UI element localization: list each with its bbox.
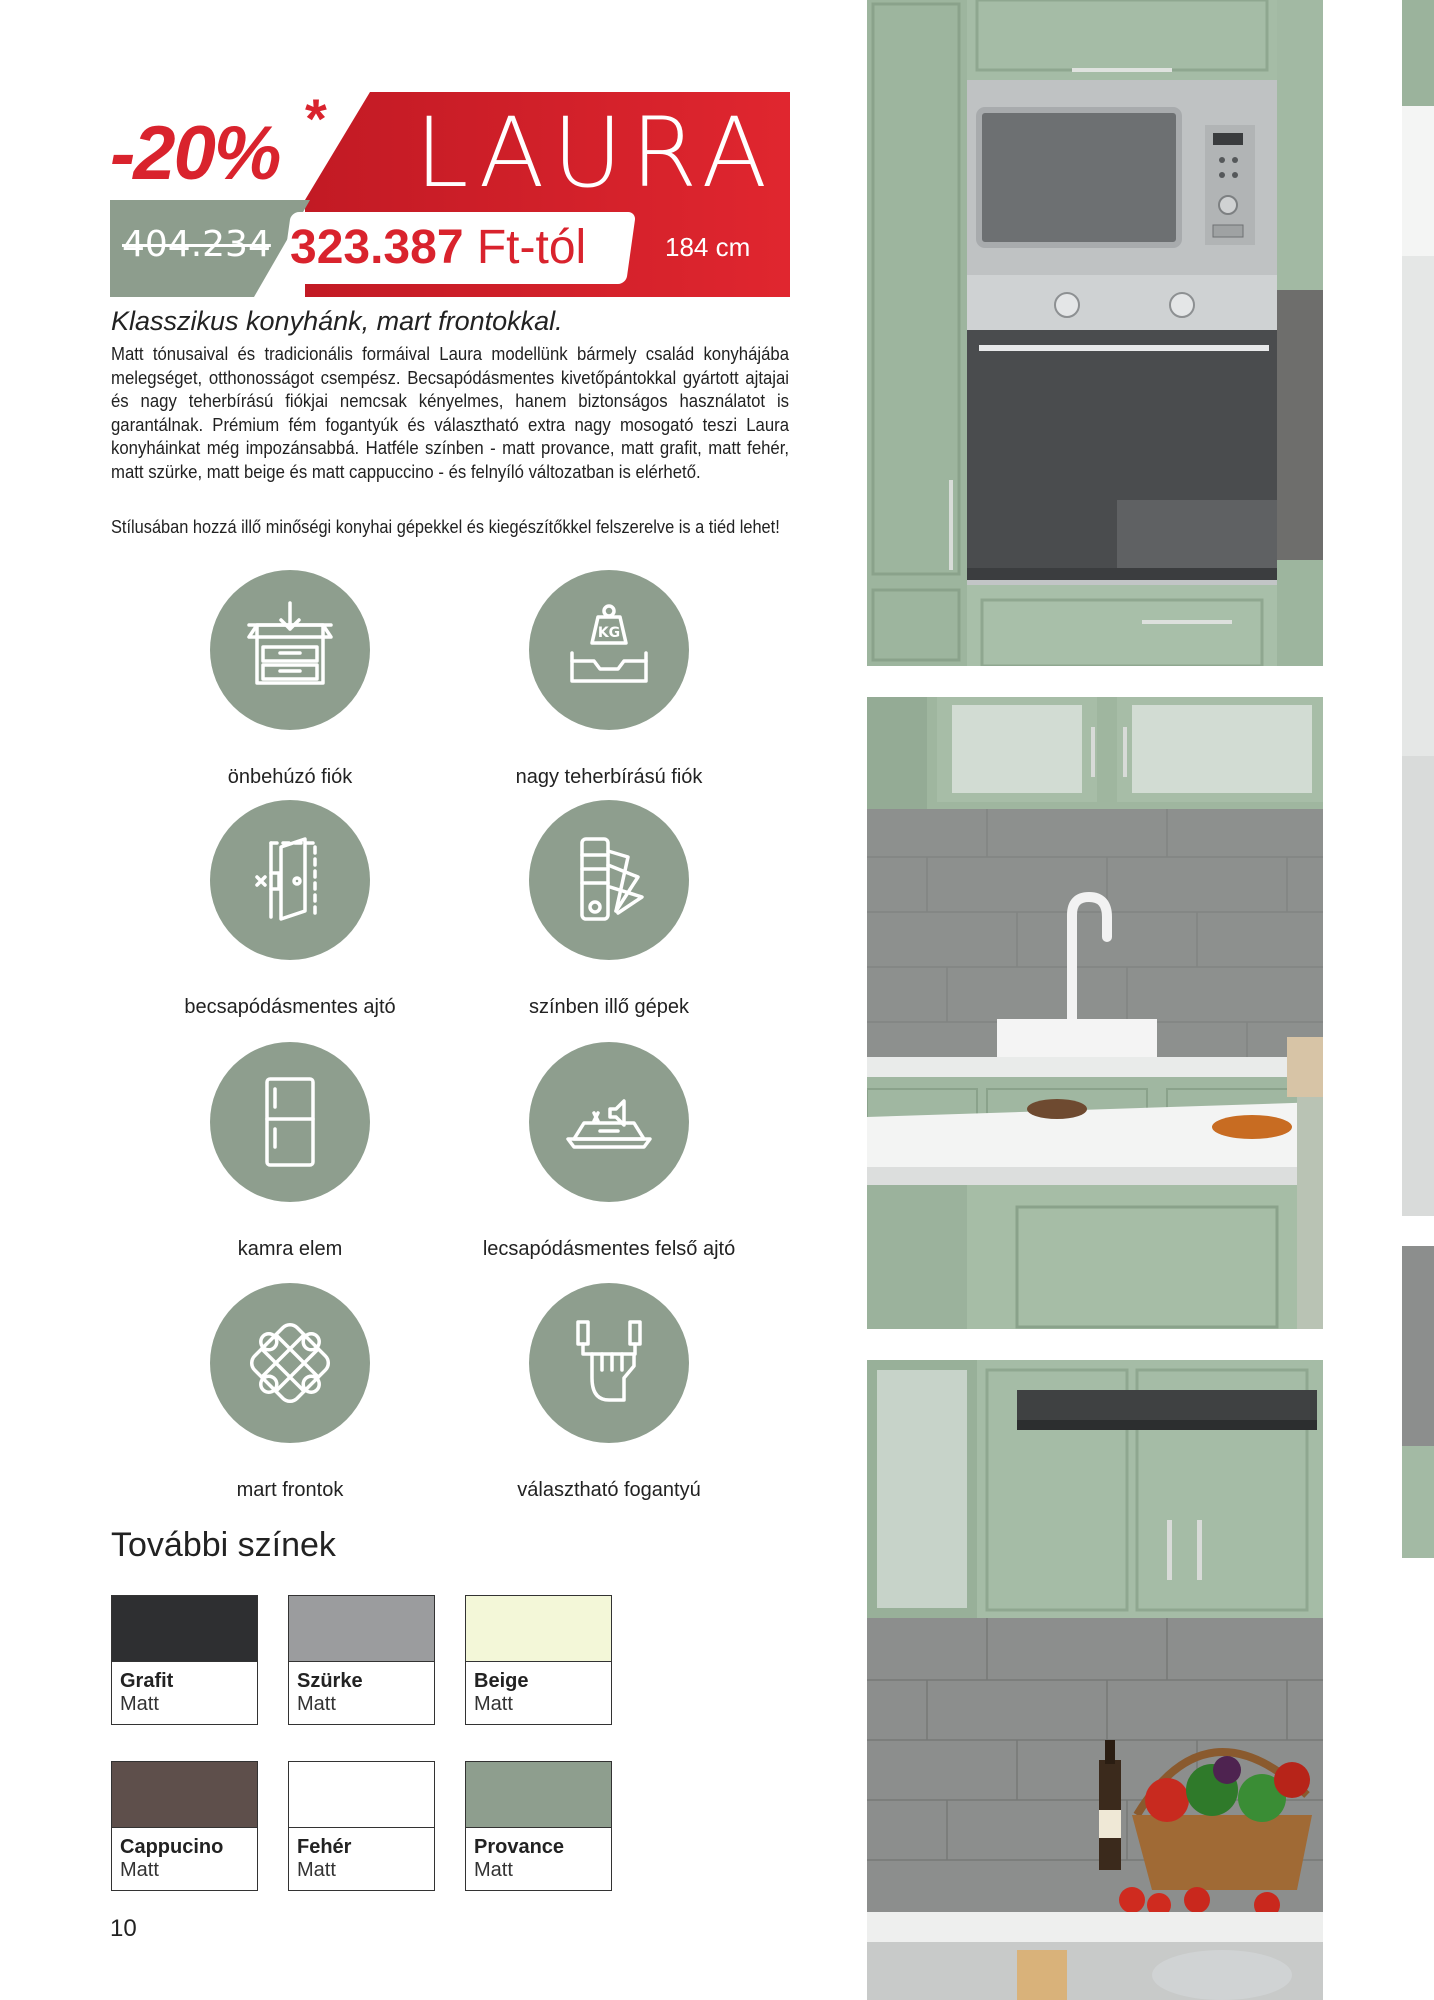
old-price: 404.234 [122, 224, 271, 265]
self-closing-drawer-icon [210, 570, 370, 730]
feature-label: önbehúzó fiók [227, 766, 353, 788]
feature-label: becsapódásmentes ajtó [184, 996, 396, 1018]
color-chip [289, 1762, 434, 1828]
new-price-value: 323.387 [290, 221, 464, 274]
color-chip [112, 1762, 257, 1828]
price-banner [110, 87, 790, 297]
color-name: Provance [474, 1836, 565, 1858]
color-swatch-fan-icon [529, 800, 689, 960]
color-name: Fehér [297, 1836, 352, 1858]
color-chip [466, 1596, 611, 1662]
svg-text:KG: KG [597, 625, 621, 641]
colors-heading: További színek [111, 1526, 336, 1564]
color-finish: Matt [297, 1693, 336, 1715]
feature-label: nagy teherbírású fiók [515, 766, 703, 788]
feature-pantry-unit [125, 1042, 455, 1261]
feature-optional-handle [444, 1283, 774, 1502]
color-name: Grafit [120, 1670, 174, 1692]
kitchen-photo-sink [867, 697, 1323, 1329]
color-swatch-beige [465, 1595, 612, 1725]
heavy-duty-drawer-icon [529, 570, 689, 730]
edge-photo-top [1402, 0, 1434, 106]
edge-photo-bottom [1402, 1246, 1434, 1558]
soft-close-door-icon [210, 800, 370, 960]
handle-grip-icon [529, 1283, 689, 1443]
new-price-suffix: Ft-tól [476, 221, 587, 274]
color-finish: Matt [120, 1693, 159, 1715]
color-name: Cappucino [120, 1836, 224, 1858]
color-chip [289, 1596, 434, 1662]
color-swatch-grafit [111, 1595, 258, 1725]
model-name: LAURA [415, 97, 776, 209]
color-swatch-provance [465, 1761, 612, 1891]
kitchen-photo-appliances [867, 0, 1323, 666]
feature-milled-fronts [125, 1283, 455, 1502]
feature-heavy-duty-drawer [444, 570, 774, 789]
feature-label: mart frontok [236, 1479, 344, 1501]
kitchen-photo-vegetables [867, 1360, 1323, 2000]
edge-photo-middle [1402, 106, 1434, 1216]
color-finish: Matt [297, 1859, 336, 1881]
discount-asterisk: * [305, 87, 327, 150]
page-number: 10 [110, 1915, 137, 1942]
feature-label: választható fogantyú [517, 1479, 701, 1501]
tagline: Stílusában hozzá illő minőségi konyhai gépekkel és kiegészítőkkel felszerelve is a tiéd lehet! [111, 517, 780, 537]
feature-label: színben illő gépek [528, 996, 690, 1018]
feature-soft-close-door [125, 800, 455, 1019]
feature-label: lecsapódásmentes felső ajtó [482, 1238, 736, 1260]
pantry-cabinet-icon [210, 1042, 370, 1202]
feature-self-closing-drawer [125, 570, 455, 789]
color-chip [466, 1762, 611, 1828]
feature-label: kamra elem [237, 1238, 343, 1260]
color-finish: Matt [120, 1859, 159, 1881]
height-label: 184 cm [665, 232, 751, 262]
color-finish: Matt [474, 1859, 513, 1881]
feature-soft-close-top-door [444, 1042, 774, 1261]
milled-pattern-knot-icon [210, 1283, 370, 1443]
feature-color-matched-appliances [444, 800, 774, 1019]
new-price [290, 220, 630, 275]
color-name: Beige [474, 1670, 529, 1692]
color-chip [112, 1596, 257, 1662]
discount-badge: -20% [110, 111, 280, 196]
subtitle: Klasszikus konyhánk, mart frontokkal. [111, 306, 563, 336]
color-swatch-cappucino [111, 1761, 258, 1891]
color-finish: Matt [474, 1693, 513, 1715]
soft-close-top-door-icon [529, 1042, 689, 1202]
color-swatch-feher [288, 1761, 435, 1891]
description: Matt tónusaival és tradicionális formáival Laura modellünk bármely család konyhájába melegséget, otthonosságot csempész. Becsapódásmentes kivetőpántokkal gyártott ajtajai és nagy teherbírású fiókjai nemcsak kényelmes, hanem biztonságos használatot is garantálnak. Prémium fém fogantyúk és választható extra nagy mosogató teszi Laura konyháinkat még impozánsabbá. Hatféle színben - matt provance, matt grafit, matt fehér, matt szürke, matt beige és matt cappuccino - és felnyíló változatban is elérhető. [111, 344, 790, 482]
color-name: Szürke [297, 1670, 363, 1692]
color-swatch-szurke [288, 1595, 435, 1725]
